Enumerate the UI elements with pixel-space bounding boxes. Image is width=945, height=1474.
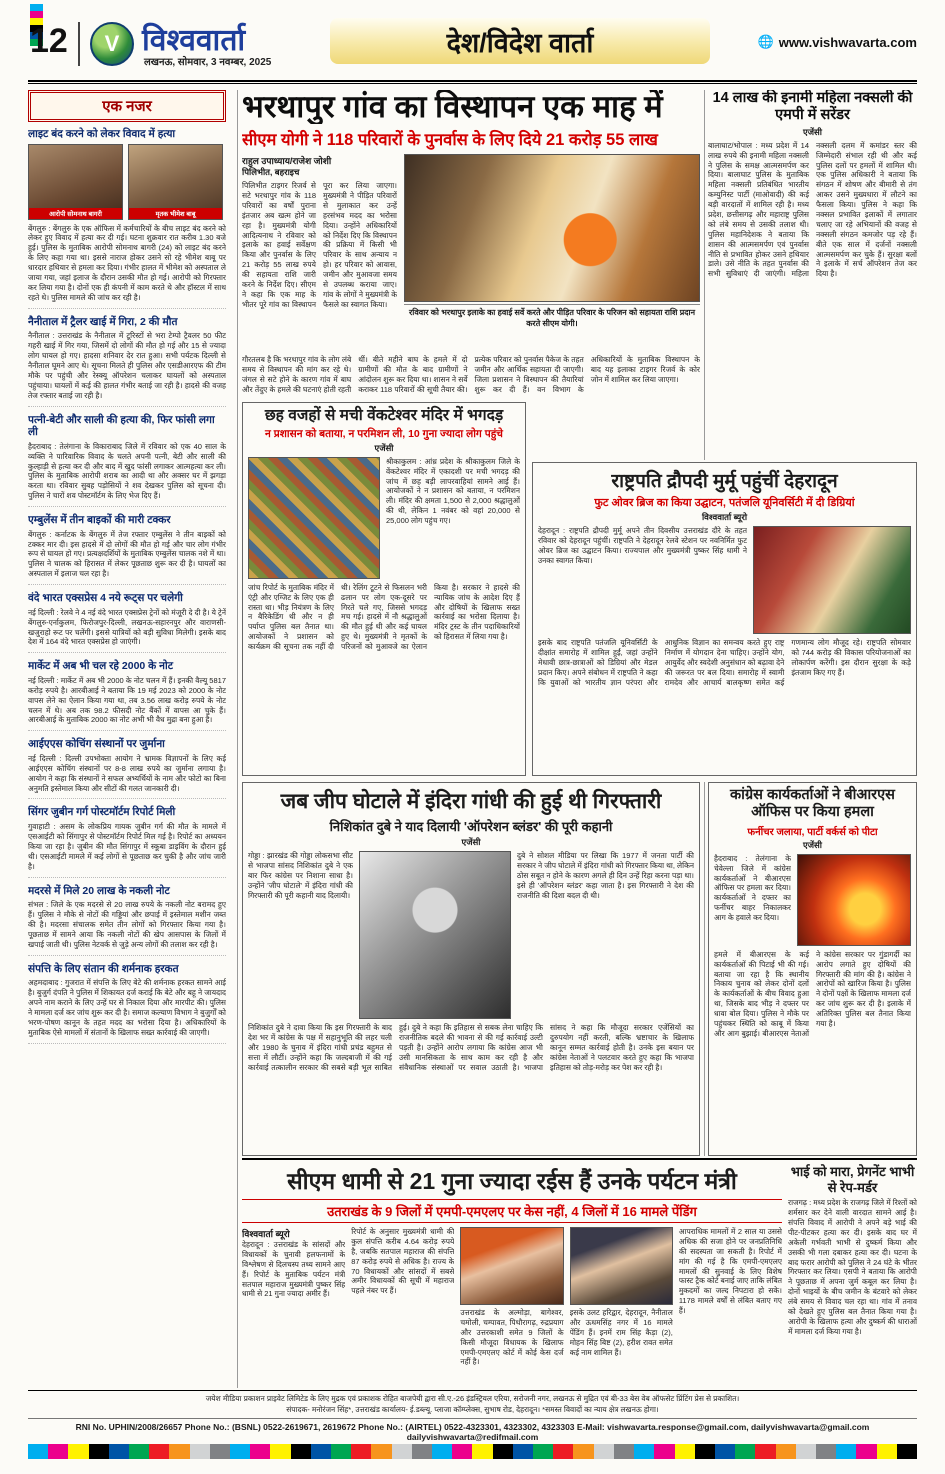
- brief-headline: नैनीताल में ट्रैलर खाई में गिरा, 2 की मौत: [28, 315, 178, 328]
- brief-body: अहमदाबाद : गुजरात में संपत्ति के लिए बेटे की शर्मनाक हरकत सामने आई है। बुजुर्ग दंपति ने पुलिस में शिकायत दर्ज कराई कि बेटे और बहू ने जायदाद अपने नाम कराने के लिए उन्हें घर से निकाल दिया और मारपीट की। पुलिस ने मामला दर्ज कर जांच शुरू कर दी है। समाज कल्याण विभाग ने बुजुर्गों को भरण-पोषण कानून के तहत मदद का भरोसा दिया है। अधिकारियों के मुताबिक ऐसे मामलों में संतानों के खिलाफ सख्त कार्रवाई की जाएगी।: [28, 978, 226, 1037]
- brs-headline: कांग्रेस कार्यकर्ताओं ने बीआरएस ऑफिस पर किया हमला: [730, 787, 895, 821]
- section-title: देश/विदेश वार्ता: [330, 18, 710, 64]
- news-brief: [28, 514, 226, 585]
- news-brief: [28, 885, 226, 956]
- color-swatch: [513, 1444, 533, 1459]
- color-swatch: [311, 1444, 331, 1459]
- dhami-body-col4: इसके उलट हरिद्वार, देहरादून, नैनीताल और ऊधमसिंह नगर में 16 मामले पेंडिंग हैं। इनमें राम सिंह कैड़ा (2), मोहन सिंह बिष्ट (2), हरीश रावत समेत कई नाम शामिल हैं।: [569, 1308, 673, 1357]
- color-swatch: [654, 1444, 674, 1459]
- sidebar-title: एक नजर: [28, 90, 226, 122]
- news-brief: [28, 806, 226, 877]
- president-story: [532, 462, 917, 776]
- color-swatch: [776, 1444, 796, 1459]
- brs-subhead: फर्नीचर जलाया, पार्टी वर्कर्स को पीटा: [747, 826, 878, 838]
- photo-label: आरोपी सोमनाथ बागरी: [29, 208, 122, 219]
- imprint-line: जयेश मीडिया प्रकाशन प्राइवेट लिमिटेड के लिए मुद्रक एवं प्रकाशक रोहित बाजपेयी द्वारा सी.ए.-26 इंडस्ट्रियल एरिया, सरोजनी नगर, लखनऊ से मुद्रित एवं बी-33 बेस वेब ऑफसेट प्रिंटिंग प्रेस से प्रकाशित।: [205, 1394, 740, 1403]
- color-swatch: [109, 1444, 129, 1459]
- brief-body: बेंगलुरु : कर्नाटक के बेंगलुरु में तेज रफ्तार एम्बुलेंस ने तीन बाइकों को टक्कर मार दी। इस हादसे में दो लोगों की मौत हो गई और चार लोग गंभीर रूप से घायल हो गए। प्रत्यक्षदर्शियों के मुताबिक एम्बुलेंस चालक नशे में था। पुलिस ने चालक को हिरासत में लेकर पूछताछ शुरू कर दी है। घायलों का अस्पताल में इलाज चल रहा है।: [28, 529, 226, 579]
- website-link[interactable]: [758, 34, 917, 50]
- color-swatch: [493, 1444, 513, 1459]
- bhai-murder-story: [788, 1164, 917, 1388]
- photo-indira-gandhi: [359, 851, 511, 1019]
- color-swatch: [149, 1444, 169, 1459]
- color-swatch: [48, 1444, 68, 1459]
- lead-dateline: पिलिभीत, बहराइच: [242, 167, 300, 178]
- color-swatch: [573, 1444, 593, 1459]
- edition-dateline: लखनऊ, सोमवार, 3 नवम्बर, 2025: [144, 57, 272, 68]
- brief-headline: संपत्ति के लिए संतान की शर्मनाक हरकत: [28, 962, 179, 975]
- photo-deceased-bhimesh: [128, 144, 223, 220]
- photo-accused-somnath: [28, 144, 123, 220]
- color-swatch: [877, 1444, 897, 1459]
- page-number: 12: [30, 22, 68, 60]
- indira-subhead: निशिकांत दुबे ने याद दिलायी 'ऑपरेशन ब्लंडर' की पूरी कहानी: [329, 819, 613, 834]
- brs-body: हैदराबाद : तेलंगाना के चेवेल्ला जिले में कांग्रेस कार्यकर्ताओं ने बीआरएस ऑफिस पर हमला कर दिया। कार्यकर्ताओं ने दफ्तर का फर्नीचर बाहर निकालकर आग के हवाले कर दिया।: [714, 853, 791, 923]
- color-swatch: [553, 1444, 573, 1459]
- photo-pushkar-dhami: [570, 1227, 673, 1305]
- section-rule: [242, 1158, 917, 1160]
- color-swatch: [452, 1444, 472, 1459]
- lead-story: [242, 90, 700, 397]
- news-brief: [28, 738, 226, 799]
- photo-label: मृतक भीमेश बाबू: [129, 208, 222, 219]
- temple-byline: एजेंसी: [374, 442, 394, 453]
- dhami-body-col2: रिपोर्ट के अनुसार मुख्यमंत्री धामी की कुल संपत्ति करीब 4.64 करोड़ रुपये है, जबकि सतपाल महाराज की संपत्ति 87 करोड़ रुपये से अधिक है। राज्य के 70 विधायकों और सांसदों में सबसे अमीर विधायकों की सूची में महाराज पहले नंबर पर हैं।: [351, 1227, 455, 1296]
- footer-rule: [28, 1390, 917, 1391]
- color-bar-bottom: [28, 1444, 917, 1459]
- photo-satpal-maharaj: [460, 1227, 563, 1305]
- indira-story: [242, 782, 700, 1156]
- brief-headline: सिंगर जुबीन गर्ग पोस्टमॉर्टम रिपोर्ट मिली: [28, 806, 176, 819]
- dhami-subhead: उतराखंड के 9 जिलों में एमपी-एमएलए पर केस नहीं, 4 जिलों में 16 मामले पेंडिंग: [242, 1199, 782, 1223]
- color-swatch: [250, 1444, 270, 1459]
- color-swatch: [634, 1444, 654, 1459]
- temple-subhead: न प्रशासन को बताया, न परमिशन ली, 10 गुना ज्यादा लोग पहुंचे: [265, 427, 503, 440]
- color-swatch: [695, 1444, 715, 1459]
- brief-headline: मार्केट में अब भी चल रहे 2000 के नोट: [28, 660, 174, 673]
- brief-body: संभल : जिले के एक मदरसे से 20 लाख रुपये के नकली नोट बरामद हुए हैं। पुलिस ने मौके से नोटों की गड्डियां और छपाई में इस्तेमाल मशीन जब्त की है। मदरसा संचालक समेत तीन लोगों को गिरफ्तार किया गया है। पूछताछ में सामने आया कि नकली नोटों की खेप आसपास के जिलों में खपाई जाती थी। पुलिस नेटवर्क से जुड़े अन्य लोगों की तलाश कर रही है।: [28, 900, 226, 949]
- color-swatch: [856, 1444, 876, 1459]
- temple-headline: छह वजहों से मची वेंकटेश्वर मंदिर में भगदड़: [264, 407, 504, 424]
- color-swatch: [129, 1444, 149, 1459]
- color-swatch: [351, 1444, 371, 1459]
- color-swatch: [594, 1444, 614, 1459]
- newspaper-logo-icon: [90, 22, 134, 66]
- brief-body: गुवाहाटी : असम के लोकप्रिय गायक जुबीन गर्ग की मौत के मामले में एसआईटी को सिंगापुर से पोस्टमॉर्टम रिपोर्ट मिल गई है। रिपोर्ट का अध्ययन किया जा रहा है। जुबीन की मौत सिंगापुर में स्कूबा डाइविंग के दौरान हुई थी। एसआईटी मामले में कई लोगों से पूछताछ कर चुकी है और जांच जारी है।: [28, 822, 226, 871]
- color-swatch: [755, 1444, 775, 1459]
- naxal-story: [708, 90, 917, 458]
- sidebar-ek-nazar: [28, 90, 234, 1388]
- brief-body: नई दिल्ली : रेलवे ने 4 नई वंदे भारत एक्सप्रेस ट्रेनों को मंजूरी दे दी है। ये ट्रेनें बेंगलुरु-एर्नाकुलम, फिरोजपुर-दिल्ली, लखनऊ-सहारनपुर और वाराणसी-खजुराहो रूट पर चलेंगी। इससे यात्रियों को बड़ी सुविधा मिलेगी। इसके बाद देश में 164 वंदे भारत एक्सप्रेस हो जाएंगी।: [28, 607, 226, 647]
- brief-headline: पत्नी-बेटी और साली की हत्या की, फिर फांसी लगा ली: [28, 413, 215, 439]
- president-subhead: फुट ओवर ब्रिज का किया उद्घाटन, पतंजलि यूनिवर्सिटी में दी डिग्रियां: [594, 497, 855, 509]
- president-headline: राष्ट्रपति द्रौपदी मुर्मू पहुंचीं देहरादून: [611, 471, 838, 492]
- brief-body: बेंगलुरु : बेंगलुरु के एक ऑफिस में कर्मचारियों के बीच लाइट बंद करने को लेकर हुए विवाद में हत्या कर दी गई। घटना शुक्रवार रात करीब 1.30 बजे हुई। पुलिस के मुताबिक आरोपी सोमनाथ बागरी (24) को लाइट बंद करने के लिए कहा गया था। इससे नाराज होकर उसने सो रहे भीमेश बाबू पर धारदार हथियार से हमला कर दिया। गंभीर हालत में भीमेश को अस्पताल ले जाया गया, जहां इलाज के दौरान उसकी मौत हो गई। आरोपी को गिरफ्तार कर लिया गया है। दोनों एक ही कंपनी में काम करते थे और हॉस्टल में साथ रहते थे। पुलिस मामले की जांच कर रही है।: [28, 223, 226, 302]
- column-separator: [704, 90, 705, 460]
- imprint-footer: [28, 1394, 917, 1442]
- color-swatch: [270, 1444, 290, 1459]
- color-swatch: [715, 1444, 735, 1459]
- indira-byline: एजेंसी: [461, 837, 481, 847]
- indira-body-col2: दुबे ने सोशल मीडिया पर लिखा कि 1977 में जनता पार्टी की सरकार ने जीप घोटाले में इंदिरा गांधी को गिरफ्तार किया था, लेकिन ठोस सबूत न होने के कारण अगले ही दिन उन्हें रिहा करना पड़ा था। इसे ही 'ऑपरेशन ब्लंडर' कहा जाता है। इस गिरफ्तारी ने देश की राजनीति की दिशा बदल दी थी।: [517, 851, 694, 900]
- naxal-headline: 14 लाख की इनामी महिला नक्सली की एमपी में सरेंडर: [712, 90, 913, 124]
- imprint-line: संपादक- मनोरंजन सिंह*, उत्तराखंड कार्यालय- ई.डब्ल्यू. प्लाजा कॉम्प्लेक्स, सुभाष रोड, देहरादून। *समस्त विवादों का न्याय क्षेत्र लखनऊ होगा।: [286, 1404, 659, 1414]
- color-swatch: [210, 1444, 230, 1459]
- photo-president-murmu: [753, 526, 911, 634]
- dhami-headline: सीएम धामी से 21 गुना ज्यादा रईस हैं उनके पर्यटन मंत्री: [287, 1168, 737, 1194]
- color-swatch: [89, 1444, 109, 1459]
- indira-headline: जब जीप घोटाले में इंदिरा गांधी की हुई थी गिरफ्तारी: [280, 790, 662, 813]
- color-swatch: [230, 1444, 250, 1459]
- lead-body: पिलिभीत टाइगर रिजर्व से सटे भरथापुर गांव के 118 परिवारों का वर्षों पुराना इंतजार अब खत्म होने जा रहा है। मुख्यमंत्री योगी आदित्यनाथ ने रविवार को इलाके का हवाई सर्वेक्षण किया और पुनर्वास के लिए 21 करोड़ 55 लाख रुपये की सहायता राशि जारी करने के निर्देश दिए। सीएम ने कहा कि एक माह के भीतर पूरे गांव का विस्थापन पूरा कर लिया जाएगा। मुख्यमंत्री ने पीड़ित परिवारों से मुलाकात कर उन्हें हरसंभव मदद का भरोसा दिया। उन्होंने अधिकारियों को निर्देश दिए कि विस्थापन की प्रक्रिया में किसी भी परिवार के साथ अन्याय न हो। हर परिवार को आवास, जमीन और मुआवजा समय से उपलब्ध कराया जाए। गांव के लोगों ने मुख्यमंत्री के फैसले का स्वागत किया।: [242, 181, 397, 309]
- brief-body: नई दिल्ली : मार्केट में अब भी 2000 के नोट चलन में हैं। इनकी वैल्यू 5817 करोड़ रुपये है। आरबीआई ने बताया कि 19 मई 2023 को 2000 के नोट वापस लेने का ऐलान किया गया था, तब 3.56 लाख करोड़ रुपये के नोट चलन में थे। अब तक 98.2 फीसदी नोट बैंकों में वापस आ चुके हैं। आरबीआई के मुताबिक 2000 का नोट अभी भी वैध मुद्रा बना हुआ है।: [28, 675, 226, 725]
- dhami-body-col1: देहरादून : उत्तराखंड के सांसदों और विधायकों के चुनावी हलफनामों के विश्लेषण से दिलचस्प तथ्य सामने आए हैं। रिपोर्ट के मुताबिक पर्यटन मंत्री सतपाल महाराज मुख्यमंत्री पुष्कर सिंह धामी से 21 गुना ज्यादा अमीर हैं।: [242, 1240, 346, 1299]
- brief-headline: आईएएस कोचिंग संस्थानों पर जुर्माना: [28, 738, 165, 751]
- color-swatch: [816, 1444, 836, 1459]
- brief-body: हैदराबाद : तेलंगाना के विकाराबाद जिले में रविवार को एक 40 साल के व्यक्ति ने पारिवारिक विवाद के चलते अपनी पत्नी, बेटी और साली की कुल्हाड़ी से हत्या कर दी और बाद में खुद फांसी लगाकर आत्महत्या कर ली। पुलिस के मुताबिक आरोपी शराब का आदी था और अक्सर घर में झगड़ा करता था। रविवार सुबह पड़ोसियों ने शव देखकर पुलिस को सूचना दी। पुलिस ने चारों शव पोस्टमॉर्टम के लिए भेज दिए हैं।: [28, 441, 226, 501]
- column-separator: [704, 782, 705, 1156]
- president-body: देहरादून : राष्ट्रपति द्रौपदी मुर्मू अपने तीन दिवसीय उत्तराखंड दौरे के तहत रविवार को देहरादून पहुंचीं। राष्ट्रपति ने देहरादून रेलवे स्टेशन पर नवनिर्मित फुट ओवर ब्रिज का उद्घाटन किया। राज्यपाल और मुख्यमंत्री पुष्कर सिंह धामी ने उनका स्वागत किया।: [538, 526, 747, 565]
- president-body-continued: इसके बाद राष्ट्रपति पतंजलि यूनिवर्सिटी के दीक्षांत समारोह में शामिल हुईं, जहां उन्होंने मेधावी छात्र-छात्राओं को डिग्रियां और मेडल प्रदान किए। अपने संबोधन में राष्ट्रपति ने कहा कि युवाओं को भारतीय ज्ञान परंपरा और आधुनिक विज्ञान का समन्वय करते हुए राष्ट्र निर्माण में योगदान देना चाहिए। उन्होंने योग, आयुर्वेद और स्वदेशी अनुसंधान को बढ़ावा देने की जरूरत पर बल दिया। समारोह में स्वामी रामदेव और आचार्य बालकृष्ण समेत कई गणमान्य लोग मौजूद रहे। राष्ट्रपति सोमवार को 744 करोड़ की विकास परियोजनाओं का लोकार्पण करेंगी। इस दौरान सुरक्षा के कड़े इंतजाम किए गए हैं।: [538, 638, 911, 687]
- temple-body-continued: जांच रिपोर्ट के मुताबिक मंदिर में एंट्री और एग्जिट के लिए एक ही रास्ता था। भीड़ नियंत्रण के लिए न बैरिकेडिंग थी और न ही पर्याप्त पुलिस बल तैनात था। आयोजकों ने प्रशासन को कार्यक्रम की सूचना तक नहीं दी थी। रेलिंग टूटने से फिसलन भरी ढलान पर लोग एक-दूसरे पर गिरते चले गए, जिससे भगदड़ मच गई। हादसे में नौ श्रद्धालुओं की मौत हुई थी और कई घायल हुए थे। मुख्यमंत्री ने मृतकों के परिजनों को मुआवजे का ऐलान किया है। सरकार ने हादसे की न्यायिक जांच के आदेश दिए हैं और दोषियों के खिलाफ सख्त कार्रवाई का भरोसा दिलाया है। मंदिर ट्रस्ट के तीन पदाधिकारियों को हिरासत में लिया गया है।: [248, 582, 520, 652]
- lead-headline: भरथापुर गांव का विस्थापन एक माह में: [242, 90, 663, 124]
- bhai-body: राजगढ़ : मध्य प्रदेश के राजगढ़ जिले में रिश्तों को शर्मसार कर देने वाली वारदात सामने आई है। संपत्ति विवाद में आरोपी ने अपने बड़े भाई की पीट-पीटकर हत्या कर दी। इसके बाद घर में अकेली गर्भवती भाभी से दुष्कर्म किया और उसकी भी गला दबाकर हत्या कर दी। घटना के बाद फरार आरोपी को पुलिस ने 24 घंटे के भीतर गिरफ्तार कर लिया। एसपी ने बताया कि आरोपी ने पूछताछ में अपना जुर्म कबूल कर लिया है। दोनों भाइयों के बीच जमीन के बंटवारे को लेकर लंबे समय से विवाद चल रहा था। गांव में तनाव को देखते हुए पुलिस बल तैनात किया गया है। आरोपी के खिलाफ हत्या और दुष्कर्म की धाराओं में मामला दर्ज किया गया है।: [788, 1198, 917, 1336]
- color-swatch: [28, 1444, 48, 1459]
- brief-headline: मदरसे में मिले 20 लाख के नकली नोट: [28, 884, 170, 897]
- brief-headline: वंदे भारत एक्सप्रेस 4 नये रूट्स पर चलेगी: [28, 592, 183, 605]
- news-brief: [28, 660, 226, 731]
- news-brief: [28, 414, 226, 508]
- globe-icon: 🌐: [757, 34, 774, 49]
- color-swatch: [432, 1444, 452, 1459]
- president-byline: विश्ववार्ता ब्यूरो: [701, 512, 748, 522]
- lead-photo-caption: रविवार को भरथापुर इलाके का हवाई सर्वे करते और पीड़ित परिवार के परिजन को सहायता राशि प्रदान करते सीएम योगी।: [404, 304, 700, 328]
- temple-body: श्रीकाकुलम : आंध्र प्रदेश के श्रीकाकुलम जिले के वेंकटेश्वर मंदिर में एकादशी पर मची भगदड़ की जांच में छह बड़ी लापरवाहियां सामने आई हैं। आयोजकों ने न प्रशासन को बताया, न परमिशन ली। मंदिर की क्षमता 1,500 से 2,000 श्रद्धालुओं की थी, लेकिन 1 नवंबर को वहां 20,000 से 25,000 लोग पहुंच गए।: [386, 456, 520, 526]
- indira-body-col1: गोड्डा : झारखंड की गोड्डा लोकसभा सीट से भाजपा सांसद निशिकांत दुबे ने एक बार फिर कांग्रेस पर निशाना साधा है। उन्होंने 'जीप घोटाले' में इंदिरा गांधी की गिरफ्तारी की पूरी कहानी याद दिलायी।: [248, 851, 353, 900]
- news-brief: [28, 316, 226, 407]
- masthead: विश्ववार्ता: [142, 24, 246, 57]
- rni-line: RNI No. UPHIN/2008/26657 Phone No.: (BSNL) 0522-2619671, 2619672 Phone No.: (AIRTEL) 0522-4323301, 4323302, 4323303 E-Mail: vishwavarta.response@gmail.com, dailyvishwavarta@gmail.com dailyvishwavarta@redifmail.com: [28, 1418, 917, 1442]
- brs-body-continued: हमले में बीआरएस के कई कार्यकर्ताओं की पिटाई भी की गई। बताया जा रहा है कि स्थानीय निकाय चुनाव को लेकर दोनों दलों के कार्यकर्ताओं के बीच विवाद हुआ था, जिसके बाद भीड़ ने दफ्तर पर धावा बोल दिया। पुलिस ने मौके पर पहुंचकर स्थिति को काबू में किया और आग बुझाई। बीआरएस नेताओं ने कांग्रेस सरकार पर गुंडागर्दी का आरोप लगाते हुए दोषियों की गिरफ्तारी की मांग की है। कांग्रेस ने आरोपों को खारिज किया है। पुलिस ने दोनों पक्षों के खिलाफ मामला दर्ज कर जांच शुरू कर दी है। इलाके में अतिरिक्त पुलिस बल तैनात किया गया है।: [714, 949, 911, 1038]
- header-rule: [28, 80, 917, 84]
- dhami-body-col5: आपराधिक मामलों में 2 साल या उससे अधिक की सजा होने पर जनप्रतिनिधि की सदस्यता जा सकती है। रिपोर्ट में मांग की गई है कि एमपी-एमएलए मामलों की सुनवाई के लिए विशेष फास्ट ट्रैक कोर्ट बनाई जाए ताकि लंबित मुकदमों का जल्द निपटारा हो सके। 1178 मामले वर्षों से लंबित बताए गए हैं।: [678, 1227, 782, 1316]
- naxal-body: बालाघाट/भोपाल : मध्य प्रदेश में 14 लाख रुपये की इनामी महिला नक्सली ने पुलिस के समक्ष आत्मसमर्पण कर दिया। बालाघाट पुलिस के मुताबिक महिला नक्सली प्रतिबंधित भारतीय कम्युनिस्ट पार्टी (माओवादी) की कई बड़ी वारदातों में शामिल रही है। मध्य प्रदेश, छत्तीसगढ़ और महाराष्ट्र पुलिस को लंबे समय से उसकी तलाश थी। पुलिस महानिदेशक ने बताया कि शासन की आत्मसमर्पण एवं पुनर्वास नीति से प्रभावित होकर उसने हथियार डाले। उसे नीति के तहत पुनर्वास की सभी सुविधाएं दी जाएंगी। महिला नक्सली दलम में कमांडर स्तर की जिम्मेदारी संभाल रही थी और कई पुलिस दलों पर हमलों में शामिल थी। एक पुलिस अधिकारी ने बताया कि संगठन में शोषण और बीमारी से तंग आकर उसने मुख्यधारा में लौटने का फैसला किया। पुलिस ने कहा कि नक्सल प्रभावित इलाकों में लगातार चलाए जा रहे अभियानों की वजह से नक्सली संगठन कमजोर पड़ रहे हैं। बीते एक साल में दर्जनों नक्सली आत्मसमर्पण कर चुके हैं। सुरक्षा बलों ने इलाके में सर्च ऑपरेशन तेज कर दिया है।: [708, 140, 917, 279]
- photo-yogi-helicopter: [404, 154, 700, 302]
- color-swatch: [30, 4, 43, 11]
- logo-letter: V: [104, 31, 120, 56]
- color-swatch: [614, 1444, 634, 1459]
- header-divider: [78, 22, 80, 66]
- lead-body-continued: गौरतलब है कि भरथापुर गांव के लोग लंबे समय से विस्थापन की मांग कर रहे थे। जंगल से सटे होने के कारण गांव में बाघ और तेंदुए के हमले की घटनाएं होती रहती थीं। बीते महीने बाघ के हमले में दो ग्रामीणों की मौत के बाद ग्रामीणों ने आंदोलन शुरू कर दिया था। शासन ने सर्वे कराकर 118 परिवारों की सूची तैयार की। प्रत्येक परिवार को पुनर्वास पैकेज के तहत जमीन और आर्थिक सहायता दी जाएगी। जिला प्रशासन ने विस्थापन की तैयारियां शुरू कर दी हैं। वन विभाग के अधिकारियों के मुताबिक विस्थापन के बाद यह इलाका टाइगर रिजर्व के कोर जोन में शामिल कर लिया जाएगा।: [242, 355, 700, 394]
- color-swatch: [392, 1444, 412, 1459]
- news-brief: [28, 128, 226, 309]
- news-brief: [28, 963, 226, 1044]
- naxal-byline: एजेंसी: [803, 126, 822, 137]
- brs-byline: एजेंसी: [803, 839, 822, 850]
- lead-byline: राहुल उपाध्याय/राजेश जोशी: [242, 156, 332, 167]
- color-swatch: [472, 1444, 492, 1459]
- color-swatch: [796, 1444, 816, 1459]
- brief-headline: लाइट बंद करने को लेकर विवाद में हत्या: [28, 128, 176, 140]
- lead-photo-figure: [404, 154, 700, 351]
- news-brief: [28, 592, 226, 653]
- brief-headline: एम्बुलेंस में तीन बाइकों की मारी टक्कर: [28, 514, 171, 527]
- photo-temple-crowd: [248, 457, 380, 579]
- color-swatch: [412, 1444, 432, 1459]
- color-swatch: [371, 1444, 391, 1459]
- brief-body: नैनीताल : उत्तराखंड के नैनीताल में टूरिस्टों से भरा टेम्पो ट्रैवलर 50 फीट गहरी खाई में गिर गया, जिसमें दो लोगों की मौत हो गई और 15 से ज्यादा लोग घायल हो गए। हादसा शनिवार देर रात हुआ। सभी पर्यटक दिल्ली से नैनीताल घूमने आए थे। सूचना मिलते ही पुलिस और एसडीआरएफ की टीम मौके पर पहुंची और रेस्क्यू ऑपरेशन चलाकर घायलों को अस्पताल पहुंचाया। घायलों में कई की हालत गंभीर बताई जा रही है। हादसे की वजह तेज रफ्तार बताई जा रही है।: [28, 331, 226, 400]
- indira-body-continued: निशिकांत दुबे ने दावा किया कि इस गिरफ्तारी के बाद देश भर में कांग्रेस के पक्ष में सहानुभूति की लहर चली और 1980 के चुनाव में इंदिरा गांधी प्रचंड बहुमत से सत्ता में लौटीं। उन्होंने कहा कि जल्दबाजी में की गई कार्रवाई तत्कालीन सरकार की सबसे बड़ी भूल साबित हुई। दुबे ने कहा कि इतिहास से सबक लेना चाहिए कि राजनीतिक बदले की भावना से की गई कार्रवाई उल्टी पड़ती है। उन्होंने आरोप लगाया कि कांग्रेस आज भी उसी मानसिकता के साथ काम कर रही है और संवैधानिक संस्थाओं पर सवाल उठाती है। भाजपा सांसद ने कहा कि मौजूदा सरकार एजेंसियों का दुरुपयोग नहीं करती, बल्कि भ्रष्टाचार के खिलाफ कानून सम्मत कार्रवाई होती है। उनके इस बयान पर कांग्रेस नेताओं ने पलटवार करते हुए कहा कि भाजपा इतिहास को तोड़-मरोड़ कर पेश कर रही है।: [248, 1023, 694, 1072]
- color-swatch: [331, 1444, 351, 1459]
- website-url[interactable]: www.vishwavarta.com: [778, 34, 917, 50]
- temple-stampede-story: [242, 402, 526, 776]
- color-swatch: [291, 1444, 311, 1459]
- dhami-story: [242, 1164, 782, 1388]
- color-swatch: [735, 1444, 755, 1459]
- brief-body: नई दिल्ली : दिल्ली उपभोक्ता आयोग ने भ्रामक विज्ञापनों के लिए कई आईएएस कोचिंग संस्थानों पर 8-8 लाख रुपये का जुर्माना लगाया है। आयोग ने कहा कि संस्थानों ने सफल अभ्यर्थियों के नाम और फोटो का बिना अनुमति इस्तेमाल किया और सीटों की गलत जानकारी दी।: [28, 753, 226, 793]
- column-separator: [237, 90, 238, 1388]
- color-swatch: [897, 1444, 917, 1459]
- photo-brs-office-fire: [797, 854, 911, 946]
- dhami-byline: विश्ववार्ता ब्यूरो: [242, 1229, 290, 1239]
- color-swatch: [68, 1444, 88, 1459]
- lead-subhead: सीएम योगी ने 118 परिवारों के पुनर्वास के लिए दिये 21 करोड़ 55 लाख: [242, 131, 658, 150]
- color-swatch: [836, 1444, 856, 1459]
- dhami-body-col3: उत्तराखंड के अल्मोड़ा, बागेश्वर, चमोली, चम्पावत, पिथौरागढ़, रुद्रप्रयाग और उत्तरकाशी समेत 9 जिलों के किसी मौजूदा विधायक के खिलाफ एमपी-एमएलए कोर्ट में कोई केस दर्ज नहीं है।: [460, 1308, 564, 1367]
- color-swatch: [30, 11, 43, 18]
- color-swatch: [675, 1444, 695, 1459]
- bhai-headline: भाई को मारा, प्रेगनेंट भाभी से रेप-मर्डर: [790, 1164, 915, 1195]
- brs-attack-story: [708, 782, 917, 1156]
- color-swatch: [169, 1444, 189, 1459]
- color-swatch: [190, 1444, 210, 1459]
- color-swatch: [533, 1444, 553, 1459]
